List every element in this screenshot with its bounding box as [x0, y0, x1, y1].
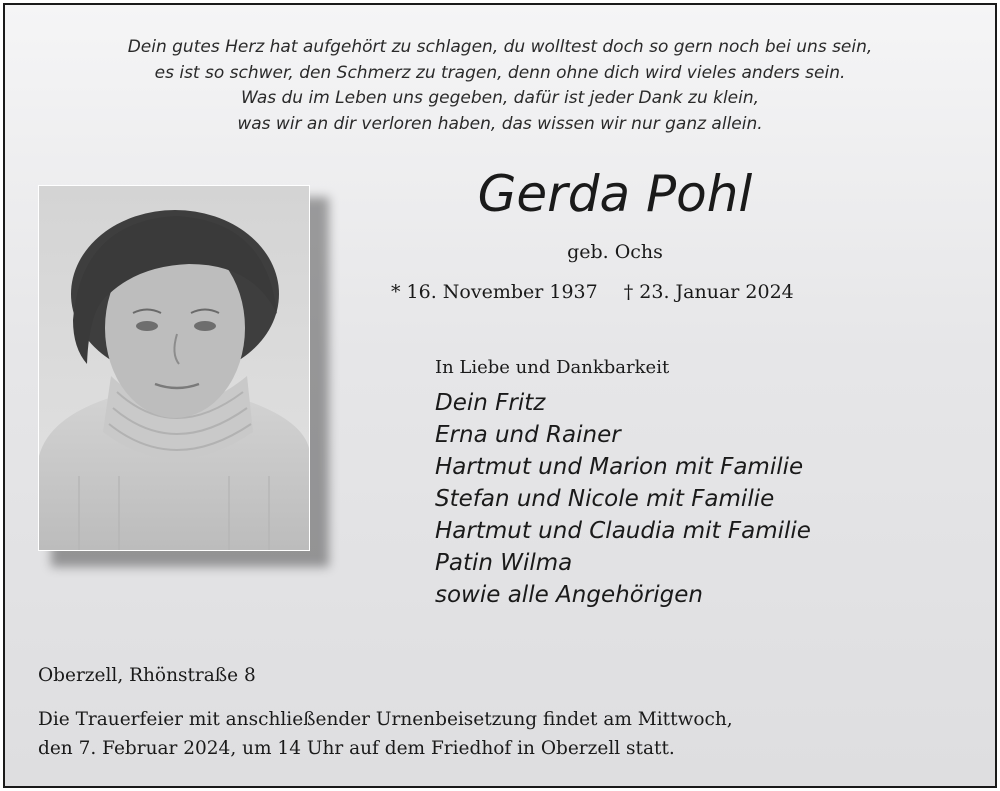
poem [5, 35, 995, 137]
portrait-photo [38, 185, 310, 551]
mourner-name: Stefan und Nicole mit Familie [435, 486, 775, 512]
mourner-name: Erna und Rainer [435, 422, 621, 448]
mourner-name: sowie alle Angehörigen [435, 582, 703, 608]
mourner-name: Hartmut und Claudia mit Familie [435, 518, 811, 544]
obituary-card [3, 3, 997, 788]
service-notice [38, 705, 733, 763]
mourner-name: Hartmut und Marion mit Familie [435, 454, 804, 480]
mourners-intro: In Liebe und Dankbarkeit [435, 357, 670, 378]
mourners-list [435, 387, 811, 611]
mourner-name: Dein Fritz [435, 390, 546, 416]
poem-line: was wir an dir verloren haben, das wissen wir nur ganz allein. [237, 113, 763, 134]
deceased-name: Gerda Pohl [477, 165, 753, 223]
poem-line: Was du im Leben uns gegeben, dafür ist jeder Dank zu klein, [240, 88, 760, 108]
service-notice-line: den 7. Februar 2024, um 14 Uhr auf dem Friedhof in Oberzell statt. [38, 738, 675, 759]
maiden-name: geb. Ochs [567, 241, 663, 263]
birth-date: * 16. November 1937 [391, 281, 598, 303]
address: Oberzell, Rhönstraße 8 [38, 665, 256, 686]
mourner-name: Patin Wilma [435, 550, 573, 576]
death-date: † 23. Januar 2024 [623, 281, 794, 303]
life-dates [391, 281, 794, 303]
poem-line: es ist so schwer, den Schmerz zu tragen, denn ohne dich wird vieles anders sein. [154, 62, 846, 83]
poem-line: Dein gutes Herz hat aufgehört zu schlagen, du wolltest doch so gern noch bei uns sein, [127, 37, 873, 57]
portrait-illustration [39, 186, 309, 550]
service-notice-line: Die Trauerfeier mit anschließender Urnenbeisetzung findet am Mittwoch, [38, 709, 733, 730]
